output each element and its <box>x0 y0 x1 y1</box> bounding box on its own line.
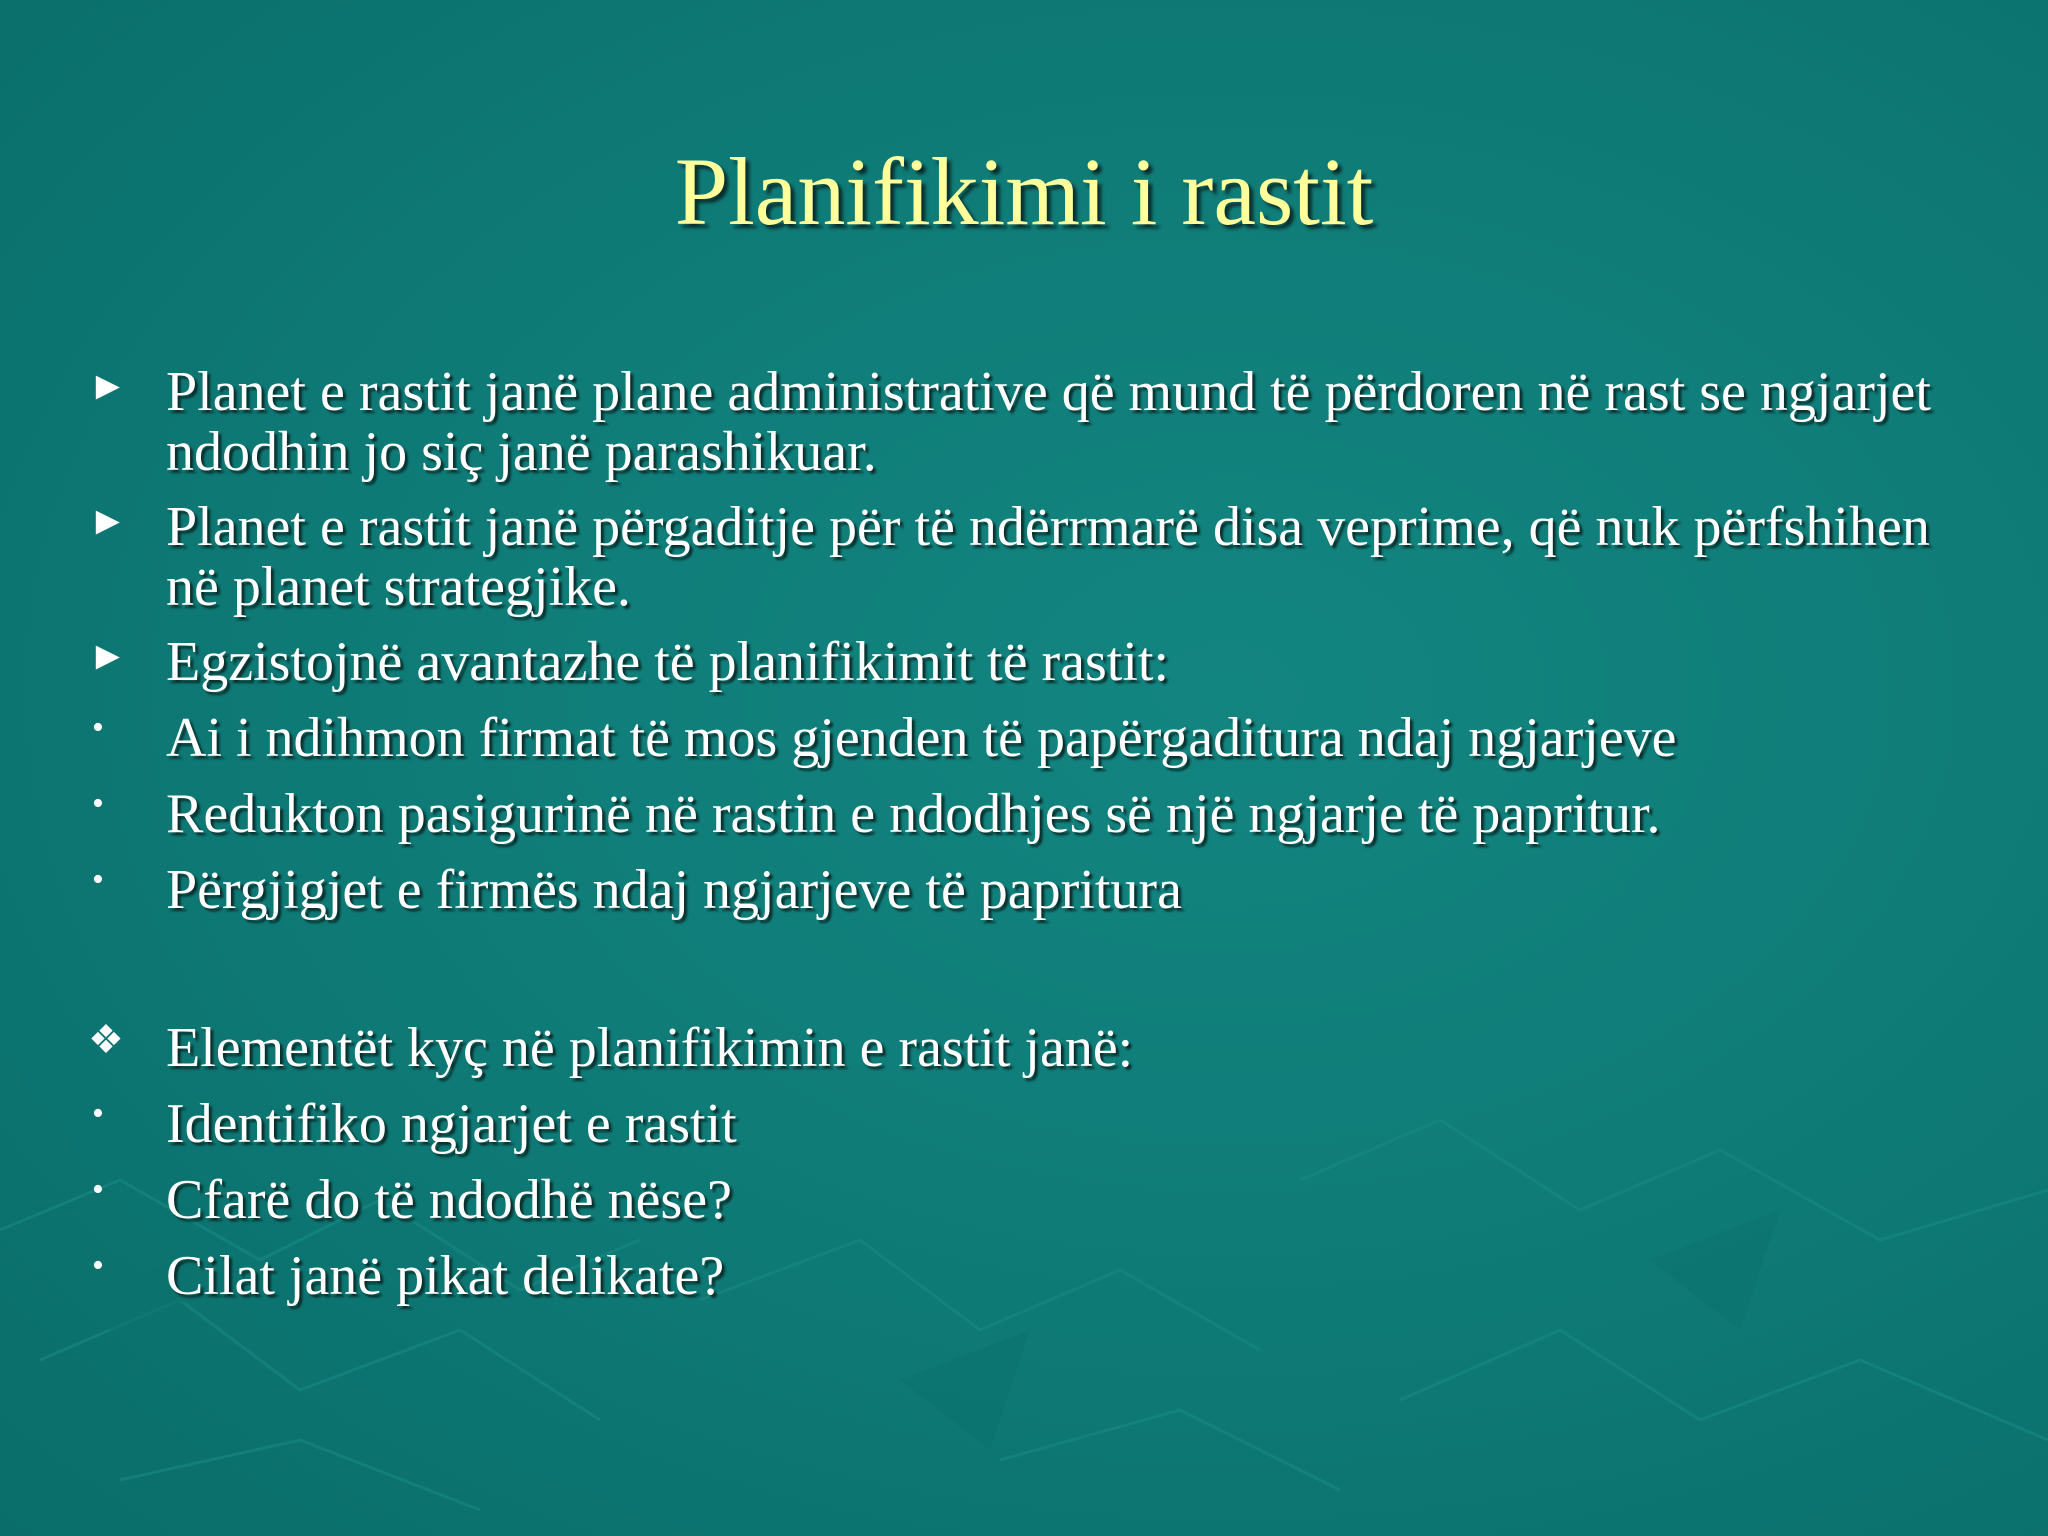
list-item <box>88 860 1988 920</box>
list-item-text: Planet e rastit janë përgaditje për të ndërrmarë disa veprime, që nuk përfshihen në planet strategjike. <box>166 496 1930 618</box>
list-item-text: Cfarë do të ndodhë nëse? <box>166 1169 732 1231</box>
list-item <box>88 1094 1988 1154</box>
arrow-bullet-icon: ► <box>88 363 128 408</box>
list-item-text: Përgjigjet e firmës ndaj ngjarjeve të papritura <box>166 859 1182 921</box>
dot-bullet-icon: • <box>92 1247 104 1284</box>
dot-bullet-icon: • <box>92 709 104 746</box>
bullet-list <box>88 362 1988 1322</box>
slide-title: Planifikimi i rastit <box>674 138 1374 245</box>
diamond-bullet-icon: ❖ <box>88 1017 124 1062</box>
list-item-text: Cilat janë pikat delikate? <box>166 1245 725 1307</box>
dot-bullet-icon: • <box>92 1095 104 1132</box>
list-item <box>88 1170 1988 1230</box>
arrow-bullet-icon: ► <box>88 633 128 678</box>
list-item <box>88 708 1988 768</box>
list-item <box>88 362 1988 482</box>
arrow-bullet-icon: ► <box>88 498 128 543</box>
list-item-text: Elementët kyç në planifikimin e rastit janë: <box>166 1017 1134 1079</box>
list-item-text: Ai i ndihmon firmat të mos gjenden të papërgaditura ndaj ngjarjeve <box>166 707 1677 769</box>
dot-bullet-icon: • <box>92 861 104 898</box>
list-item <box>88 1246 1988 1306</box>
list-item <box>88 497 1988 617</box>
dot-bullet-icon: • <box>92 1171 104 1208</box>
list-item-text: Egzistojnë avantazhe të planifikimit të rastit: <box>166 631 1169 693</box>
list-item <box>88 784 1988 844</box>
list-item-text: Identifiko ngjarjet e rastit <box>166 1093 737 1155</box>
list-item <box>88 632 1988 692</box>
list-item-text: Redukton pasigurinë në rastin e ndodhjes së një ngjarje të papritur. <box>166 783 1661 845</box>
dot-bullet-icon: • <box>92 785 104 822</box>
list-item <box>88 1018 1988 1078</box>
list-item-text: Planet e rastit janë plane administrative që mund të përdoren në rast se ngjarjet ndodhin jo siç janë parashikuar. <box>166 361 1931 483</box>
